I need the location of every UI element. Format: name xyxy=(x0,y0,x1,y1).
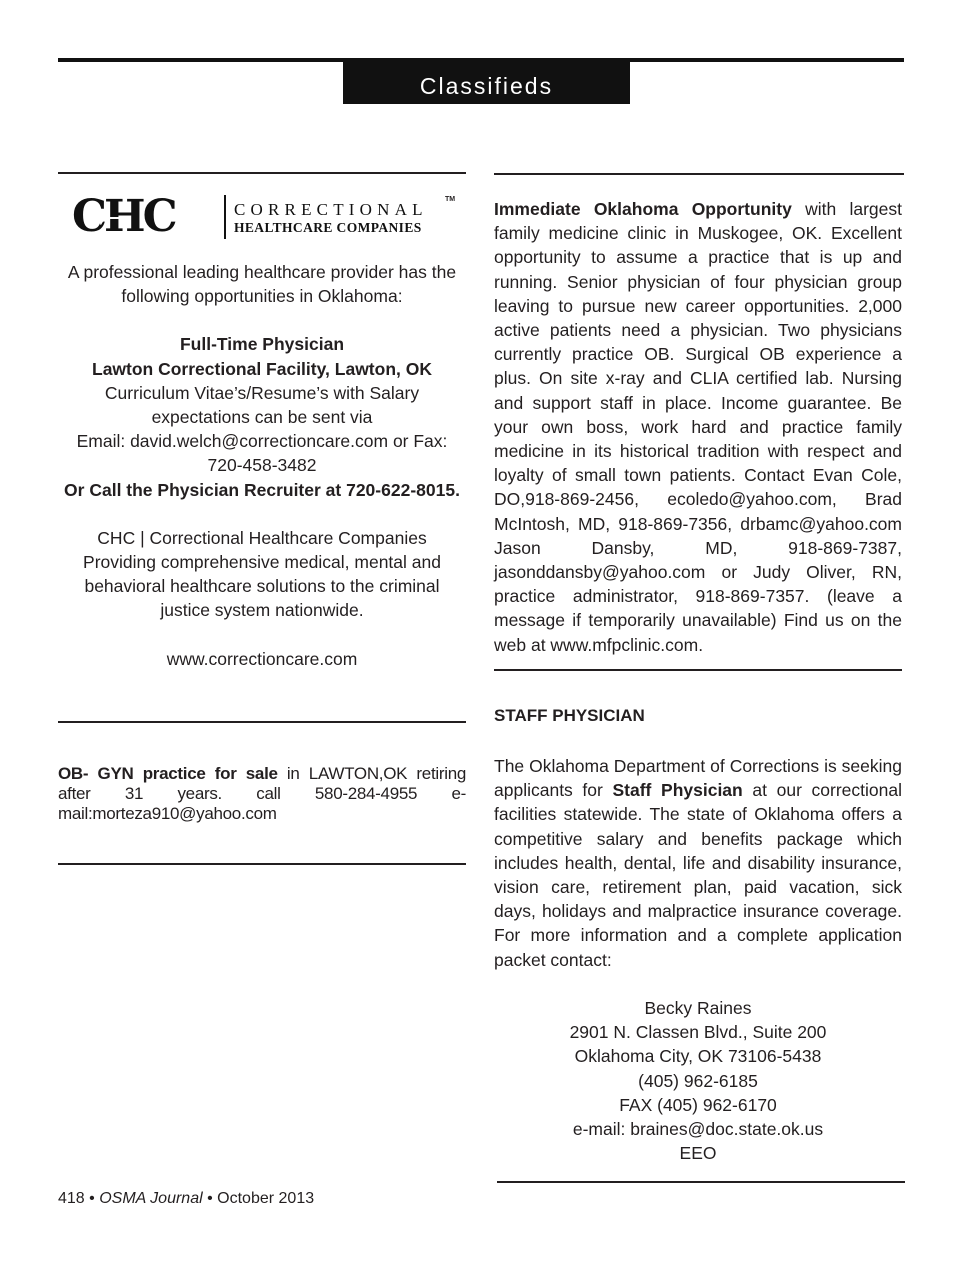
chc-position-title: Full-Time Physician xyxy=(179,334,345,355)
chc-call-line: Or Call the Physician Recruiter at 720-622-8015. xyxy=(64,479,460,500)
footer-separator: • xyxy=(202,1190,218,1207)
muskogee-ad xyxy=(494,197,902,657)
obgyn-lead: OB- GYN practice for sale xyxy=(58,764,278,783)
page-number: 418 xyxy=(58,1190,85,1207)
staff-text-2: at our correctional facilities statewide. The state of Oklahoma offers a competitive salary and benefits package which includes health, dental, life and disability insurance, vision care, retirement plan, paid vacation, sick days, holidays and malpractice insurance coverage. For more information and a complete application packet contact: xyxy=(494,780,902,970)
contact-fax: FAX (405) 962-6170 xyxy=(619,1094,777,1115)
chc-website: www.correctioncare.com xyxy=(166,648,358,669)
chc-company-line-4: justice system nationwide. xyxy=(160,600,364,621)
logo-divider xyxy=(224,195,226,239)
staff-heading: STAFF PHYSICIAN xyxy=(494,706,645,725)
chc-logo-mark: CHC xyxy=(72,191,175,242)
issue-date: October 2013 xyxy=(217,1190,315,1207)
footer-separator: • xyxy=(84,1190,100,1207)
chc-company-line-2: Providing comprehensive medical, mental and xyxy=(83,552,441,573)
chc-company-line-1: CHC | Correctional Healthcare Companies xyxy=(97,527,427,548)
chc-cv-line-2: expectations can be sent via xyxy=(151,407,373,428)
divider-left-top xyxy=(58,172,466,174)
section-title: Classifieds xyxy=(343,62,630,104)
logo-healthcare-companies: HEALTHCARE COMPANIES xyxy=(234,220,422,235)
staff-contact xyxy=(494,996,902,1165)
journal-name: OSMA Journal xyxy=(99,1190,203,1207)
chc-email-line: Email: david.welch@correctioncare.com or Fax: xyxy=(76,431,448,452)
muskogee-text: with largest family medicine clinic in Muskogee, OK. Excellent opportunity to assume a practice that is up and running. Senior physician of four physician group leaving to pursue new career opportunities. 2,000 active patients need a physician. Two physicians currently practice OB. Surgical OB experience a plus. On site x-ray and CLIA certified lab. Nursing and support staff in place. Income guarantee. Be your own boss, work hard and practice family medicine in its historical tradition with respect and loyalty of small town patients. Contact Evan Cole, DO,918-869-2456, ecoledo@yahoo.com, Brad McIntosh, MD, 918-869-7356, drbamc@yahoo.com Jason Dansby, MD, 918-869-7387, jasonddansby@yahoo.com or Judy Oliver, RN, practice administrator, 918-869-7357. (leave a message if temporarily unavailable) Find us on the web at www.mfpclinic.com. xyxy=(494,199,902,655)
contact-eeo: EEO xyxy=(679,1143,717,1164)
chc-cv-line-1: Curriculum Vitae’s/Resume’s with Salary xyxy=(104,382,420,403)
chc-intro-line-1: A professional leading healthcare provider has the xyxy=(67,262,457,282)
muskogee-lead: Immediate Oklahoma Opportunity xyxy=(494,199,792,219)
page-footer xyxy=(58,1190,314,1208)
divider-left-bottom xyxy=(58,863,466,865)
staff-ad xyxy=(494,754,902,972)
contact-street: 2901 N. Classen Blvd., Suite 200 xyxy=(569,1022,827,1043)
logo-correctional: CORRECTIONAL xyxy=(234,200,428,219)
divider-right-mid xyxy=(494,669,902,671)
staff-text-1: The Oklahoma Department of Corrections is seeking applicants for xyxy=(494,756,902,801)
chc-intro-line-2: following opportunities in Oklahoma: xyxy=(121,286,403,307)
contact-name: Becky Raines xyxy=(644,998,752,1018)
contact-city: Oklahoma City, OK 73106-5438 xyxy=(574,1046,822,1067)
chc-fax: 720-458-3482 xyxy=(207,455,317,476)
heartbeat-icon xyxy=(86,209,120,225)
chc-logo xyxy=(72,193,462,243)
chc-ad xyxy=(58,260,466,671)
chc-company-line-3: behavioral healthcare solutions to the criminal xyxy=(84,576,440,597)
contact-phone: (405) 962-6185 xyxy=(638,1070,758,1091)
trademark-mark: TM xyxy=(445,196,456,203)
divider-right-top xyxy=(494,173,904,175)
obgyn-text: in LAWTON,OK retiring after 31 years. call 580-284-4955 e-mail:morteza910@yahoo.com xyxy=(58,764,466,823)
chc-facility: Lawton Correctional Facility, Lawton, OK xyxy=(92,358,432,379)
divider-right-bottom xyxy=(497,1181,905,1183)
obgyn-ad xyxy=(58,764,466,824)
staff-bold: Staff Physician xyxy=(612,780,743,801)
contact-email: e-mail: braines@doc.state.ok.us xyxy=(572,1119,824,1140)
divider-left-mid xyxy=(58,721,466,723)
